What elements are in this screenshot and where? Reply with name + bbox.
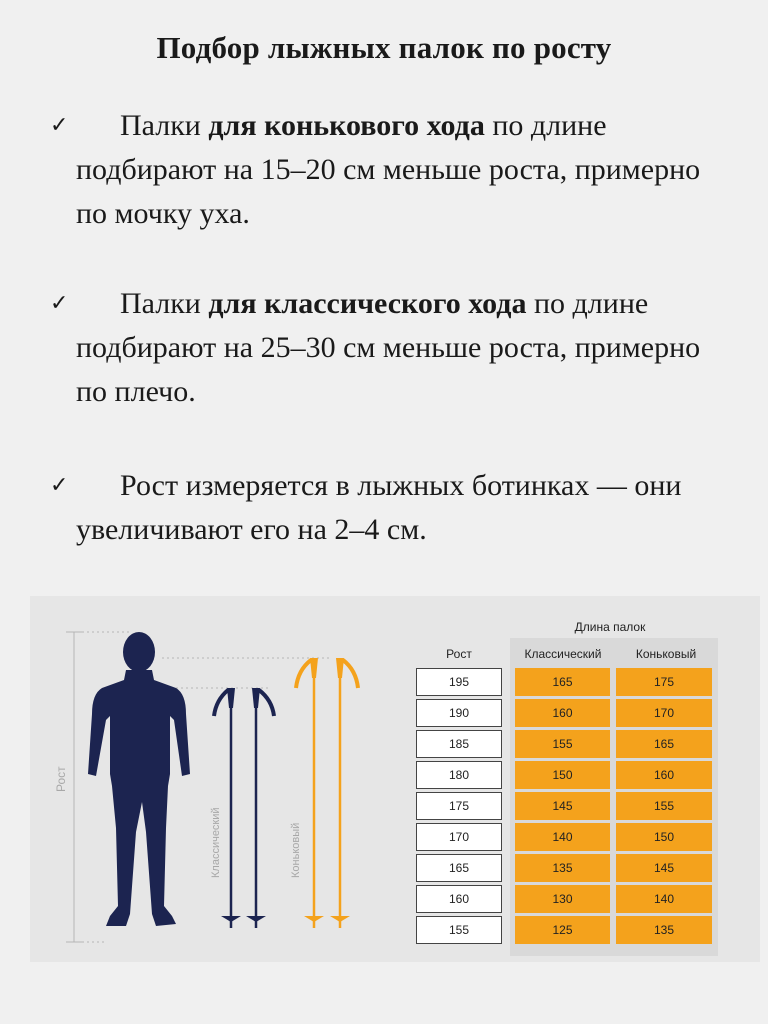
height-cell: 190: [416, 699, 502, 727]
height-cell: 175: [416, 792, 502, 820]
classic-length-cell: 165: [515, 668, 610, 696]
classic-length-cell: 125: [515, 916, 610, 944]
skate-length-cell: 150: [616, 823, 712, 851]
height-cell: 165: [416, 854, 502, 882]
skate-length-cell: 155: [616, 792, 712, 820]
classic-length-cell: 160: [515, 699, 610, 727]
checkmark-icon: ✓: [50, 113, 69, 138]
skate-length-cell: 140: [616, 885, 712, 913]
checkmark-icon: ✓: [50, 473, 69, 498]
person-silhouette-icon: [88, 632, 190, 926]
skate-poles-label: Коньковый: [290, 822, 302, 878]
pole-size-infographic: [30, 596, 760, 962]
tip-skate-poles: [50, 104, 736, 236]
classic-length-cell: 135: [515, 854, 610, 882]
tip-measure-height: [50, 464, 736, 552]
skate-length-cell: 145: [616, 854, 712, 882]
skate-poles-icon: [296, 658, 358, 928]
pole-length-header: Длина палок: [574, 620, 646, 634]
classic-length-cell: 145: [515, 792, 610, 820]
tip-text-bold: для классического хода: [208, 287, 527, 320]
tip-classic-poles: [50, 282, 736, 414]
tip-text-before: Палки: [120, 287, 209, 320]
height-measure-line: [66, 632, 330, 942]
tip-text-after: по длине подбирают на 15–20 см меньше роста, примерно по мочку уха.: [76, 109, 701, 230]
classic-length-cell: 155: [515, 730, 610, 758]
classic-poles-icon: [214, 688, 274, 928]
height-cell: 185: [416, 730, 502, 758]
skate-length-cell: 165: [616, 730, 712, 758]
height-cell: 180: [416, 761, 502, 789]
classic-poles-label: Классический: [210, 807, 222, 878]
skate-length-cell: 160: [616, 761, 712, 789]
height-axis-label: Рост: [54, 766, 68, 792]
classic-length-cell: 150: [515, 761, 610, 789]
checkmark-icon: ✓: [50, 291, 69, 316]
tip-text-before: Палки: [120, 109, 209, 142]
skate-length-cell: 135: [616, 916, 712, 944]
height-cell: 155: [416, 916, 502, 944]
tip-text-bold: для конькового хода: [208, 109, 485, 142]
height-cell: 170: [416, 823, 502, 851]
height-cell: 195: [416, 668, 502, 696]
skate-length-cell: 175: [616, 668, 712, 696]
tip-text-after: по длине подбирают на 25–30 см меньше роста, примерно по плечо.: [76, 287, 701, 408]
tip-text-before: Рост измеряется в лыжных ботинках — они увеличивают его на 2–4 см.: [76, 469, 682, 546]
skate-column-header: Коньковый: [635, 647, 697, 661]
classic-length-cell: 140: [515, 823, 610, 851]
height-cell: 160: [416, 885, 502, 913]
page-title: Подбор лыжных палок по росту: [156, 30, 612, 65]
skate-length-cell: 170: [616, 699, 712, 727]
classic-column-header: Классический: [524, 647, 602, 661]
height-column-header: Рост: [446, 647, 472, 661]
classic-length-cell: 130: [515, 885, 610, 913]
